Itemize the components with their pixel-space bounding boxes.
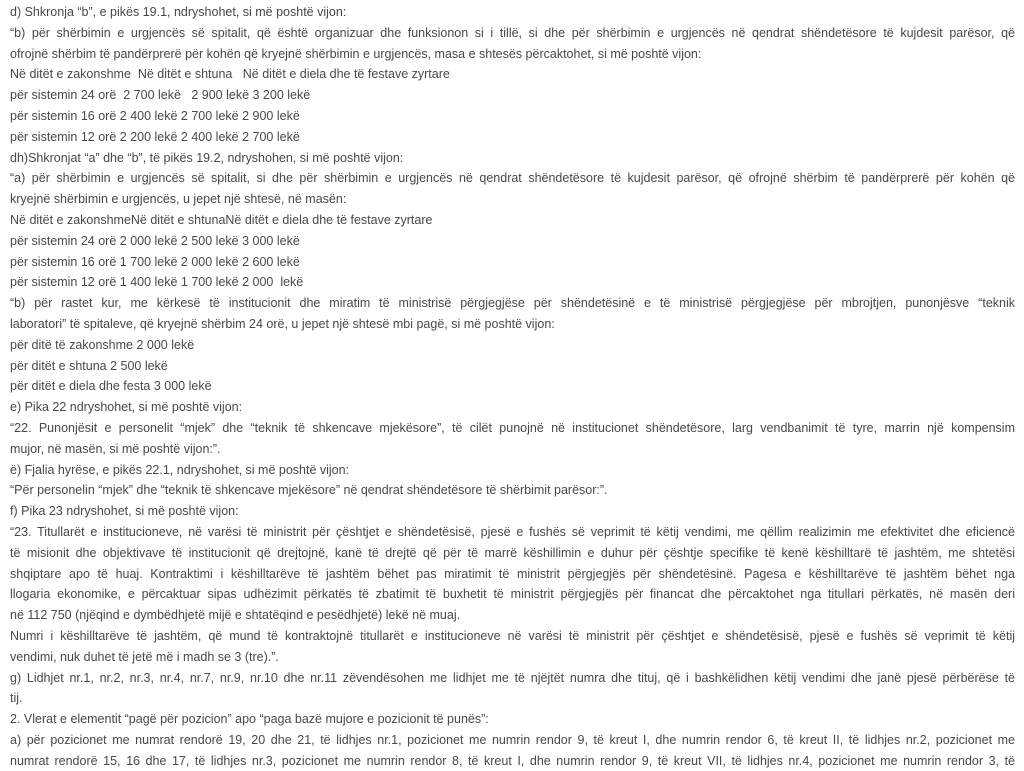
table-data-row: për sistemin 12 orë 1 400 lekë 1 700 lekë 2 000 lekë: [10, 275, 304, 290]
text-line: a) për pozicionet me numrat rendorë 19, 20 dhe 21, të lidhjes nr.1, pozicionet me numrin rendor 9, të kreut I, dhe numrin rendor 6, të kreut II, të lidhjes nr.2, pozicionet me: [10, 732, 1015, 747]
text-line: f) Pika 23 ndryshohet, si më poshtë vijon:: [10, 504, 239, 519]
table-header-row: Në ditët e zakonshmeNë ditët e shtunaNë ditët e diela dhe të festave zyrtare: [10, 212, 433, 227]
text-line: shqiptare apo të huaj. Kontraktimi i këshilltarëve të jashtëm bëhet pas miratimit të ministrit përgjegjës për shëndetësinë. Pagesa e këshilltarëve të jashtëm bëhet nga: [10, 566, 1015, 581]
rate-line: për ditët e shtuna 2 500 lekë: [10, 358, 168, 373]
table-header-row: Në ditët e zakonshme Në ditët e shtuna Në ditët e diela dhe të festave zyrtare: [10, 67, 450, 82]
text-line: vendimi, nuk duhet të jetë më i madh se 3 (tre).”.: [10, 649, 279, 664]
text-line: numrat rendorë 15, 16 dhe 17, të lidhjes nr.3, pozicionet me numrin rendor 8, të kreut I, dhe numrin rendor 9, të kreut VII, të lidhjes nr.4, pozicionet me numrin rendor 3, të: [10, 753, 1015, 768]
text-line: Numri i këshilltarëve të jashtëm, që mund të kontraktojnë titullarët e institucioneve në varësi të ministrit për çështjet e shëndetësisë, pjesë e fushës së veprimit të këtij: [10, 628, 1015, 643]
text-line: llogaria ekonomike, e përcaktuar sipas udhëzimit përkatës të zbatimit të buxhetit të ministrit përgjegjës për financat dhe përcaktohet nga titullari përkatës, në masën deri: [10, 587, 1015, 602]
text-line: “b) për rastet kur, me kërkesë të institucionit dhe miratim të ministrisë përgjegjëse për shëndetësinë e të ministrisë përgjegjëse për mbrojtjen, punonjësve “teknik: [10, 296, 1015, 311]
text-line: e) Pika 22 ndryshohet, si më poshtë vijon:: [10, 400, 243, 415]
table-data-row: për sistemin 16 orë 1 700 lekë 2 000 lekë 2 600 lekë: [10, 254, 300, 269]
rate-line: për ditë të zakonshme 2 000 lekë: [10, 337, 195, 352]
text-line: “b) për shërbimin e urgjencës së spitalit, që është organizuar dhe funksionon si i tillë, si dhe për shërbimin e urgjencës në qendrat shëndetësore të kujdesit parësor, që: [10, 25, 1015, 40]
text-line: në 112 750 (njëqind e dymbëdhjetë mijë e shtatëqind e pesëdhjetë) lekë në muaj.: [10, 608, 461, 623]
table-data-row: për sistemin 16 orë 2 400 lekë 2 700 lekë 2 900 lekë: [10, 108, 300, 123]
text-line: mujor, në masën, si më poshtë vijon:”.: [10, 441, 221, 456]
table-data-row: për sistemin 24 orë 2 000 lekë 2 500 lekë 3 000 lekë: [10, 233, 300, 248]
text-line: g) Lidhjet nr.1, nr.2, nr.3, nr.4, nr.7, nr.9, nr.10 dhe nr.11 zëvendësohen me lidhjet me të njëjtët numra dhe tituj, që i bashkëlidhen këtij vendimi dhe janë pjesë përbërëse të: [10, 670, 1015, 685]
text-line: kryejnë shërbimin e urgjencës, u jepet një shtesë, në masën:: [10, 192, 347, 207]
text-line: 2. Vlerat e elementit “pagë për pozicion” apo “paga bazë mujore e pozicionit të punës”:: [10, 712, 489, 727]
text-line: ofrojnë shërbim të pandërprerë për kohën që kryejnë shërbimin e urgjencës, masa e shtesës përcaktohet, si më poshtë vijon:: [10, 46, 702, 61]
text-line: “23. Titullarët e institucioneve, në varësi të ministrit për çështjet e shëndetësisë, pjesë e fushës së veprimit të këtij vendimi, me qëllim realizimin me efektivitet dhe eficiencë: [10, 524, 1015, 539]
table-data-row: për sistemin 12 orë 2 200 lekë 2 400 lekë 2 700 lekë: [10, 129, 300, 144]
text-line: “a) për shërbimin e urgjencës së spitalit, si dhe për shërbimin e urgjencës në qendrat shëndetësore të kujdesit parësor, që ofrojnë shërbim të pandërprerë për kohën që: [10, 171, 1015, 186]
rate-line: për ditët e diela dhe festa 3 000 lekë: [10, 379, 212, 394]
text-line: laboratori” të spitaleve, që kryejnë shërbim 24 orë, u jepet një shtesë mbi pagë, si më poshtë vijon:: [10, 316, 555, 331]
text-line: dh)Shkronjat “a” dhe “b”, të pikës 19.2, ndryshohen, si më poshtë vijon:: [10, 150, 404, 165]
text-line: ë) Fjalia hyrëse, e pikës 22.1, ndryshohet, si më poshtë vijon:: [10, 462, 350, 477]
text-line: d) Shkronja “b”, e pikës 19.1, ndryshohet, si më poshtë vijon:: [10, 5, 347, 19]
text-line: “22. Punonjësit e personelit “mjek” dhe “teknik të shkencave mjekësore”, të cilët punojnë në institucionet shëndetësore, larg vendbanimit të tyre, marrin një kompensim: [10, 420, 1015, 435]
text-line: “Për personelin “mjek” dhe “teknik të shkencave mjekësore” në qendrat shëndetësore të shërbimit parësor:”.: [10, 483, 608, 498]
table-data-row: për sistemin 24 orë 2 700 lekë 2 900 lekë 3 200 lekë: [10, 88, 311, 103]
text-line: të misionit dhe objektivave të institucionit që drejtojnë, kanë të drejtë që për të marrë këshillimin e duhur për çështje specifike të kenë këshilltarë të jashtëm, me shtetësi: [10, 545, 1015, 560]
text-line: tij.: [10, 691, 23, 706]
